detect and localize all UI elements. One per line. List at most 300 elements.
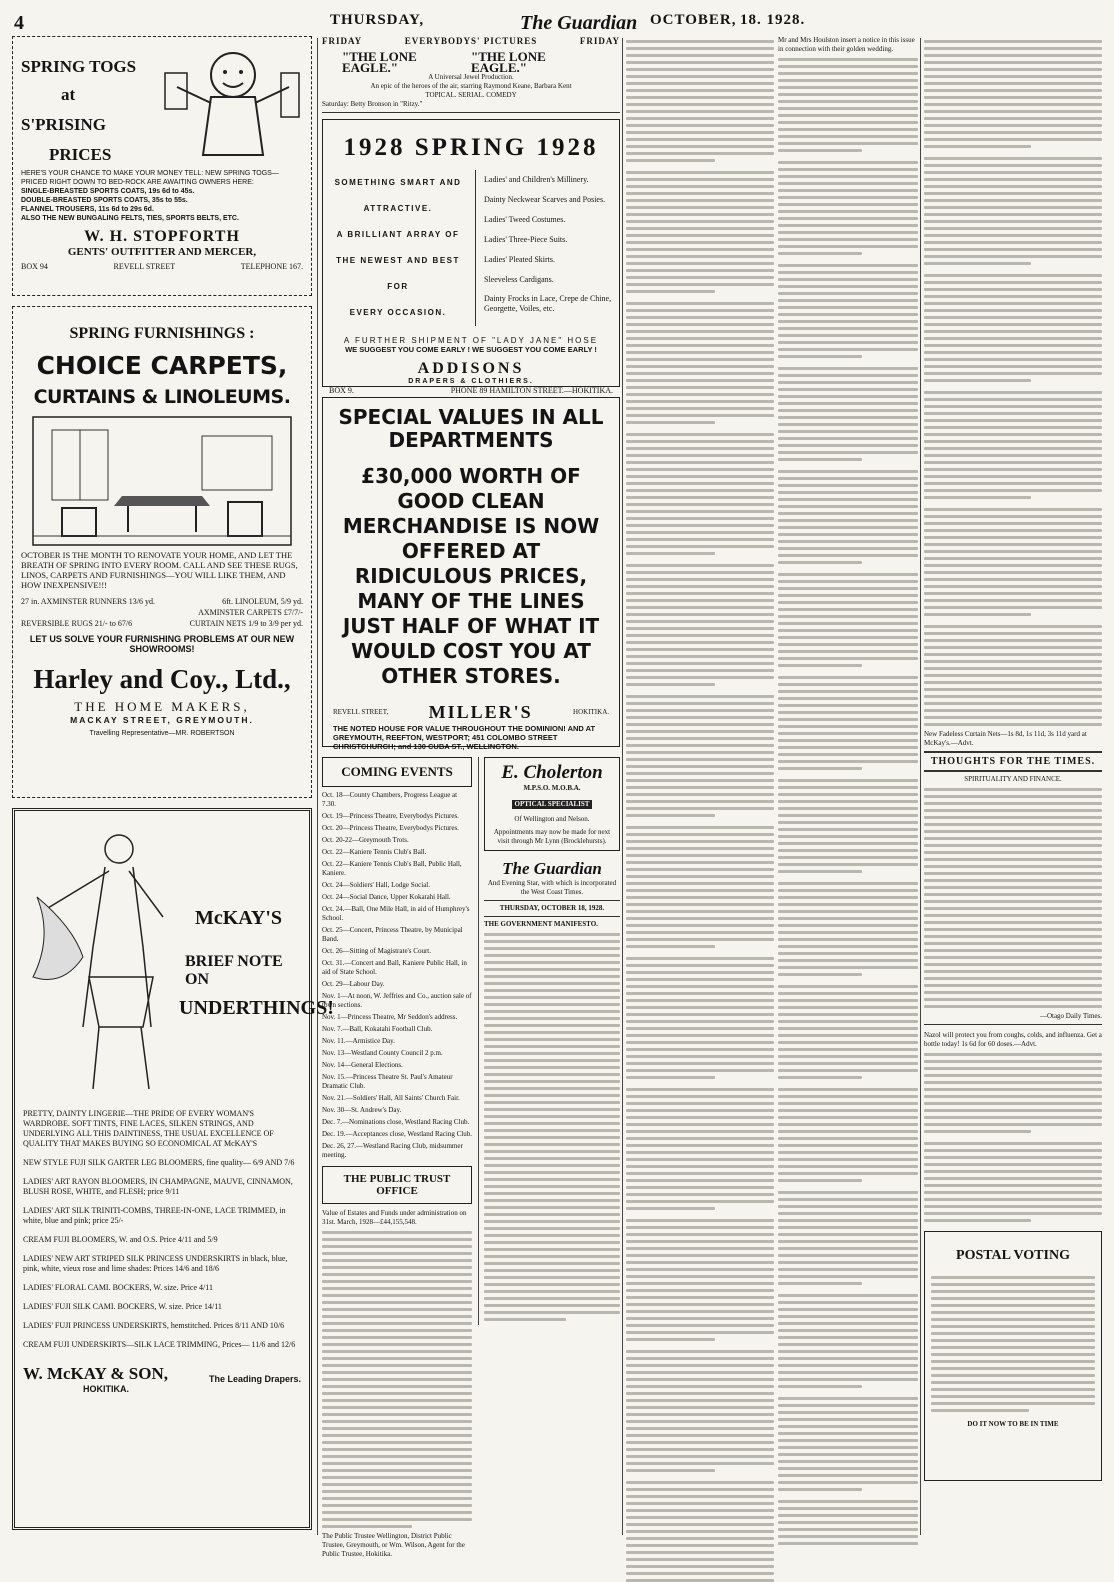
advertiser-name: E. Cholerton (501, 762, 603, 783)
text-line (778, 252, 862, 255)
event-item: Dec. 19.—Acceptances close, Westland Racing Club. (322, 1130, 472, 1138)
text-line (626, 1530, 774, 1533)
ad-heading: CHOICE CARPETS, (36, 351, 288, 380)
text-line (778, 278, 918, 281)
price-line (21, 607, 303, 618)
lingerie-item: LADIES' FUJI SILK CAMI. BOCKERS, W. size. Price 14/11 (23, 1302, 222, 1311)
text-line (924, 302, 1102, 305)
text-line (626, 1254, 774, 1257)
text-line (626, 1186, 774, 1189)
text-line (626, 1385, 774, 1388)
text-line (778, 477, 918, 480)
lingerie-item: NEW STYLE FUJI SILK GARTER LEG BLOOMERS, fine quality— 6/9 AND 7/6 (23, 1158, 295, 1167)
text-line (778, 437, 918, 440)
section-title: COMING EVENTS (322, 757, 472, 787)
text-line (924, 1205, 1102, 1208)
text-line (626, 1048, 774, 1051)
text-line (778, 498, 918, 501)
text-line (778, 512, 918, 515)
text-line (924, 515, 1102, 518)
text-line (626, 1130, 774, 1133)
travelling-rep: Travelling Representative—MR. ROBERTSON (89, 730, 235, 737)
text-line (626, 1034, 774, 1037)
pictures-header (322, 36, 620, 47)
advertiser-name: MILLER'S (428, 702, 533, 722)
text-line (626, 192, 774, 195)
event-item: Nov. 15.—Princess Theatre St. Paul's Amateur Dramatic Club. (322, 1073, 453, 1090)
text-line (626, 185, 774, 188)
event-item: Oct. 29—Labour Day. (322, 980, 385, 988)
text-line (778, 1378, 918, 1381)
text-line (778, 959, 918, 962)
text-line (626, 751, 774, 754)
text-line (778, 966, 918, 969)
text-line (778, 189, 918, 192)
text-line (778, 1179, 862, 1182)
postal-voting-notice (924, 1231, 1102, 1481)
text-line (778, 1542, 918, 1545)
merchandise-item: Dainty Neckwear Scarves and Posies. (484, 195, 606, 204)
text-line (924, 433, 1102, 436)
text-line (778, 1261, 918, 1264)
text-line (924, 928, 1102, 931)
text-line (924, 412, 1102, 415)
text-line (626, 75, 774, 78)
text-line (626, 1523, 774, 1526)
text-line (778, 271, 918, 274)
price-line (21, 596, 303, 607)
editorial-body (484, 933, 620, 1321)
text-line (924, 405, 1102, 408)
text-line (924, 1191, 1102, 1194)
text-line (778, 732, 918, 735)
text-line (924, 274, 1102, 277)
text-line (626, 538, 774, 541)
text-line (778, 711, 918, 714)
text-line (778, 821, 918, 824)
text-line (778, 149, 862, 152)
text-line (626, 468, 774, 471)
text-line (924, 543, 1102, 546)
text-line (778, 168, 918, 171)
text-line (778, 882, 918, 885)
ad-heading: SPRING FURNISHINGS : (69, 325, 255, 342)
text-line (778, 650, 918, 653)
text-line (924, 255, 1102, 258)
text-line (924, 1095, 1102, 1098)
text-line (778, 870, 862, 873)
advertiser-trade: GENTS' OUTFITTER AND MERCER, (67, 246, 257, 258)
text-line (778, 1404, 918, 1407)
text-line (626, 1565, 774, 1568)
suggest-line: WE SUGGEST YOU COME EARLY ! WE SUGGEST YOU COME EARLY ! (345, 345, 597, 354)
text-line (626, 1289, 774, 1292)
text-line (626, 964, 774, 967)
text-line (924, 529, 1102, 532)
text-line (924, 475, 1102, 478)
text-line (626, 1462, 774, 1465)
text-line (626, 1296, 774, 1299)
text-line (626, 269, 774, 272)
text-line (626, 1233, 774, 1236)
text-line (626, 400, 774, 403)
text-line (626, 1509, 774, 1512)
text-line (924, 1067, 1102, 1070)
event-item: Nov. 30—St. Andrew's Day. (322, 1106, 402, 1114)
text-line (924, 468, 1102, 471)
section-subtitle: SPIRITUALITY AND FINANCE. (964, 775, 1062, 783)
text-line (626, 503, 774, 506)
text-line (778, 1343, 918, 1346)
ad-heading: S'PRISING (21, 115, 107, 134)
text-line (924, 956, 1102, 959)
column-rule (920, 38, 921, 1535)
text-line (626, 241, 774, 244)
text-line (778, 1158, 918, 1161)
text-line (626, 1219, 774, 1222)
text-line (778, 760, 918, 763)
text-line (778, 519, 918, 522)
text-line (626, 599, 774, 602)
text-line (778, 121, 918, 124)
text-line (924, 426, 1102, 429)
text-line (924, 227, 1102, 230)
text-line (626, 571, 774, 574)
text-line (778, 458, 862, 461)
text-line (626, 1371, 774, 1374)
text-line (778, 952, 918, 955)
text-line (626, 1413, 774, 1416)
event-item: Nov. 14—General Elections. (322, 1061, 403, 1069)
text-line (924, 802, 1102, 805)
specialist-title: OPTICAL SPECIALIST (512, 800, 593, 809)
text-line (778, 93, 918, 96)
text-line (924, 606, 1102, 609)
text-line (924, 851, 1102, 854)
text-line (924, 695, 1102, 698)
text-line (778, 889, 918, 892)
text-line (924, 688, 1102, 691)
ad-line: FLANNEL TROUSERS, 11s 6d to 29s 6d. (21, 206, 154, 213)
film-titles (322, 51, 620, 73)
text-line (626, 461, 774, 464)
text-line (778, 1219, 918, 1222)
text-line (778, 1137, 918, 1140)
text-line (778, 285, 918, 288)
event-item: Dec. 26, 27.—Westland Racing Club, midsummer meeting. (322, 1142, 463, 1159)
column-rule (622, 38, 623, 1535)
guardian-panel (484, 859, 620, 897)
text-line (778, 245, 918, 248)
text-line (778, 573, 918, 576)
text-line (626, 1137, 774, 1140)
text-line (778, 793, 918, 796)
text-line (778, 161, 918, 164)
text-line (778, 1446, 918, 1449)
ad-heading: at (61, 85, 76, 104)
text-line (626, 1013, 774, 1016)
qualifications: M.P.S.O. M.O.B.A. (523, 784, 581, 792)
event-item: Oct. 20—Princess Theatre, Everybodys Pictures. (322, 824, 459, 832)
text-line (626, 61, 774, 64)
event-item: Dec. 7.—Nominations close, Westland Racing Club. (322, 1118, 470, 1126)
text-line (778, 1151, 918, 1154)
text-line (778, 1027, 918, 1030)
text-line (626, 606, 774, 609)
text-line (626, 648, 774, 651)
text-line (626, 1324, 774, 1327)
text-line (924, 837, 1102, 840)
text-line (626, 1041, 774, 1044)
ad-heading: SPRING TOGS (21, 57, 137, 76)
text-line (778, 1488, 862, 1491)
text-line (778, 842, 918, 845)
promo-line: SOMETHING SMART AND (334, 178, 462, 187)
text-line (778, 491, 918, 494)
text-line (626, 1481, 774, 1484)
text-line (924, 991, 1102, 994)
text-line (924, 788, 1102, 791)
text-line (924, 550, 1102, 553)
text-line (778, 231, 918, 234)
advertiser-contact (329, 385, 613, 396)
text-line (626, 613, 774, 616)
text-line (626, 1207, 715, 1210)
text-line (924, 667, 1102, 670)
text-line (626, 337, 774, 340)
text-line (924, 1219, 1031, 1222)
column-1 (12, 36, 334, 1537)
text-line (924, 1177, 1102, 1180)
text-line (626, 372, 774, 375)
addisons-list (475, 170, 613, 326)
text-line (626, 1076, 715, 1079)
text-line (924, 316, 1102, 319)
text-line (626, 1268, 774, 1271)
event-item: Oct. 24—Soldiers' Hall, Lodge Social. (322, 881, 430, 889)
text-line (778, 1425, 918, 1428)
text-line (626, 669, 774, 672)
text-line (778, 676, 918, 679)
text-line (924, 82, 1102, 85)
text-line (626, 1551, 774, 1554)
text-line (626, 1020, 774, 1023)
text-line (778, 835, 918, 838)
text-line (626, 896, 774, 899)
text-line (778, 1088, 918, 1091)
text-line (626, 978, 774, 981)
text-line (778, 1336, 918, 1339)
text-line (924, 47, 1102, 50)
text-line (626, 1317, 774, 1320)
text-line (626, 440, 774, 443)
text-line (924, 241, 1102, 244)
text-line (778, 1116, 918, 1119)
text-line (778, 1418, 918, 1421)
text-line (778, 601, 918, 604)
section-title: THE PUBLIC TRUST OFFICE (322, 1166, 472, 1204)
ad-heading: 1928 SPRING 1928 (343, 134, 599, 161)
text-line (778, 1507, 918, 1510)
ad-line: SINGLE-BREASTED SPORTS COATS, 19s 6d to 45s. (21, 188, 195, 195)
text-line (626, 302, 774, 305)
column-4 (778, 36, 918, 1537)
text-line (778, 320, 918, 323)
text-line (778, 910, 918, 913)
text-line (626, 1116, 774, 1119)
text-line (626, 585, 774, 588)
text-line (924, 213, 1102, 216)
text-line (626, 957, 774, 960)
text-line (778, 355, 862, 358)
text-line (778, 580, 918, 583)
text-line (626, 1455, 774, 1458)
text-line (626, 1261, 774, 1264)
masthead (0, 0, 1114, 34)
news-text (778, 58, 918, 1545)
text-line (924, 447, 1102, 450)
text-line (924, 351, 1102, 354)
text-line (924, 454, 1102, 457)
text-line (778, 1322, 918, 1325)
text-line (778, 1357, 918, 1360)
text-line (626, 826, 774, 829)
text-line (778, 1172, 918, 1175)
text-line (626, 910, 774, 913)
text-line (778, 470, 918, 473)
event-item: Oct. 22—Kaniere Tennis Club's Ball. (322, 848, 427, 856)
text-line (924, 288, 1102, 291)
text-line (778, 1109, 918, 1112)
text-line (778, 526, 918, 529)
text-line (626, 924, 774, 927)
text-line (778, 1191, 918, 1194)
text-line (778, 1041, 918, 1044)
text-line (924, 900, 1102, 903)
text-line (924, 809, 1102, 812)
text-line (924, 646, 1102, 649)
text-line (778, 107, 918, 110)
text-line (924, 440, 1102, 443)
text-line (924, 702, 1102, 705)
text-line (626, 330, 774, 333)
text-line (924, 914, 1102, 917)
column-rule (317, 38, 318, 1535)
text-line (778, 1432, 918, 1435)
text-line (924, 823, 1102, 826)
box-number: BOX 94 (21, 262, 48, 271)
text-line (778, 1453, 918, 1456)
promo-line: ATTRACTIVE. (363, 204, 433, 213)
newspaper-title: The Guardian (502, 859, 602, 878)
text-line (778, 416, 918, 419)
text-line (778, 1282, 862, 1285)
text-line (626, 786, 774, 789)
text-line (924, 1005, 1102, 1008)
text-line (924, 1123, 1102, 1126)
text-line (778, 423, 918, 426)
text-line (778, 547, 918, 550)
newspaper-subtitle: And Evening Star, with which is incorporated the West Coast Times. (487, 879, 617, 896)
text-line (626, 1303, 774, 1306)
text-line (924, 907, 1102, 910)
text-line (924, 206, 1102, 209)
text-line (626, 1427, 774, 1430)
text-line (778, 334, 918, 337)
text-line (778, 224, 918, 227)
text-line (778, 814, 918, 817)
text-line (924, 391, 1102, 394)
advertiser-town: HOKITIKA. (83, 1384, 129, 1394)
editorial-date: THURSDAY, OCTOBER 18, 1928. (499, 904, 605, 912)
text-line (924, 681, 1102, 684)
text-line (778, 1198, 918, 1201)
text-line (626, 89, 774, 92)
text-line (924, 110, 1102, 113)
text-line (626, 695, 774, 698)
event-item: Oct. 24.—Ball, One Mile Hall, in aid of Humphrey's School. (322, 905, 470, 922)
text-line (626, 206, 774, 209)
advertiser-location: Of Wellington and Nelson. (514, 815, 590, 823)
text-line (924, 599, 1102, 602)
text-line (778, 374, 918, 377)
text-line (778, 128, 918, 131)
text-line (626, 564, 774, 567)
advertiser-town: HOKITIKA. (573, 708, 609, 716)
text-line (626, 737, 774, 740)
text-line (778, 1535, 918, 1538)
ad-cta: LET US SOLVE YOUR FURNISHING PROBLEMS AT OUR NEW SHOWROOMS! (29, 634, 295, 654)
text-line (778, 1268, 918, 1271)
text-line (626, 992, 774, 995)
news-text (626, 40, 774, 1582)
ad-heading: UNDERTHINGS! (179, 997, 334, 1019)
text-line (626, 854, 774, 857)
text-line (924, 68, 1102, 71)
text-line (924, 844, 1102, 847)
text-line (778, 142, 918, 145)
text-line (626, 545, 774, 548)
text-line (626, 276, 774, 279)
ad-heading: SPECIAL VALUES IN ALL DEPARTMENTS (338, 405, 604, 452)
text-line (924, 96, 1102, 99)
text-line (778, 1315, 918, 1318)
text-line (924, 564, 1102, 567)
ad-footer (23, 1364, 301, 1384)
text-line (778, 828, 918, 831)
text-line (626, 524, 774, 527)
text-line (778, 1006, 918, 1009)
ad-heading: CURTAINS & LINOLEUMS. (33, 386, 291, 408)
text-line (924, 522, 1102, 525)
text-line (778, 779, 918, 782)
text-line (626, 875, 774, 878)
text-line (626, 421, 715, 424)
text-line (924, 281, 1102, 284)
text-line (924, 234, 1102, 237)
event-item: Nov. 7.—Ball, Kokatahi Football Club. (322, 1025, 433, 1033)
text-line (626, 627, 774, 630)
text-line (778, 533, 918, 536)
event-item: Nov. 1—At noon, W. Jeffries and Co., auction sale of town sections. (322, 992, 472, 1009)
text-line (626, 840, 774, 843)
text-line (778, 451, 918, 454)
text-line (626, 1406, 774, 1409)
pictures-ad (322, 36, 620, 109)
text-line (626, 931, 774, 934)
text-line (626, 47, 774, 50)
public-trust-ad (322, 1166, 472, 1559)
